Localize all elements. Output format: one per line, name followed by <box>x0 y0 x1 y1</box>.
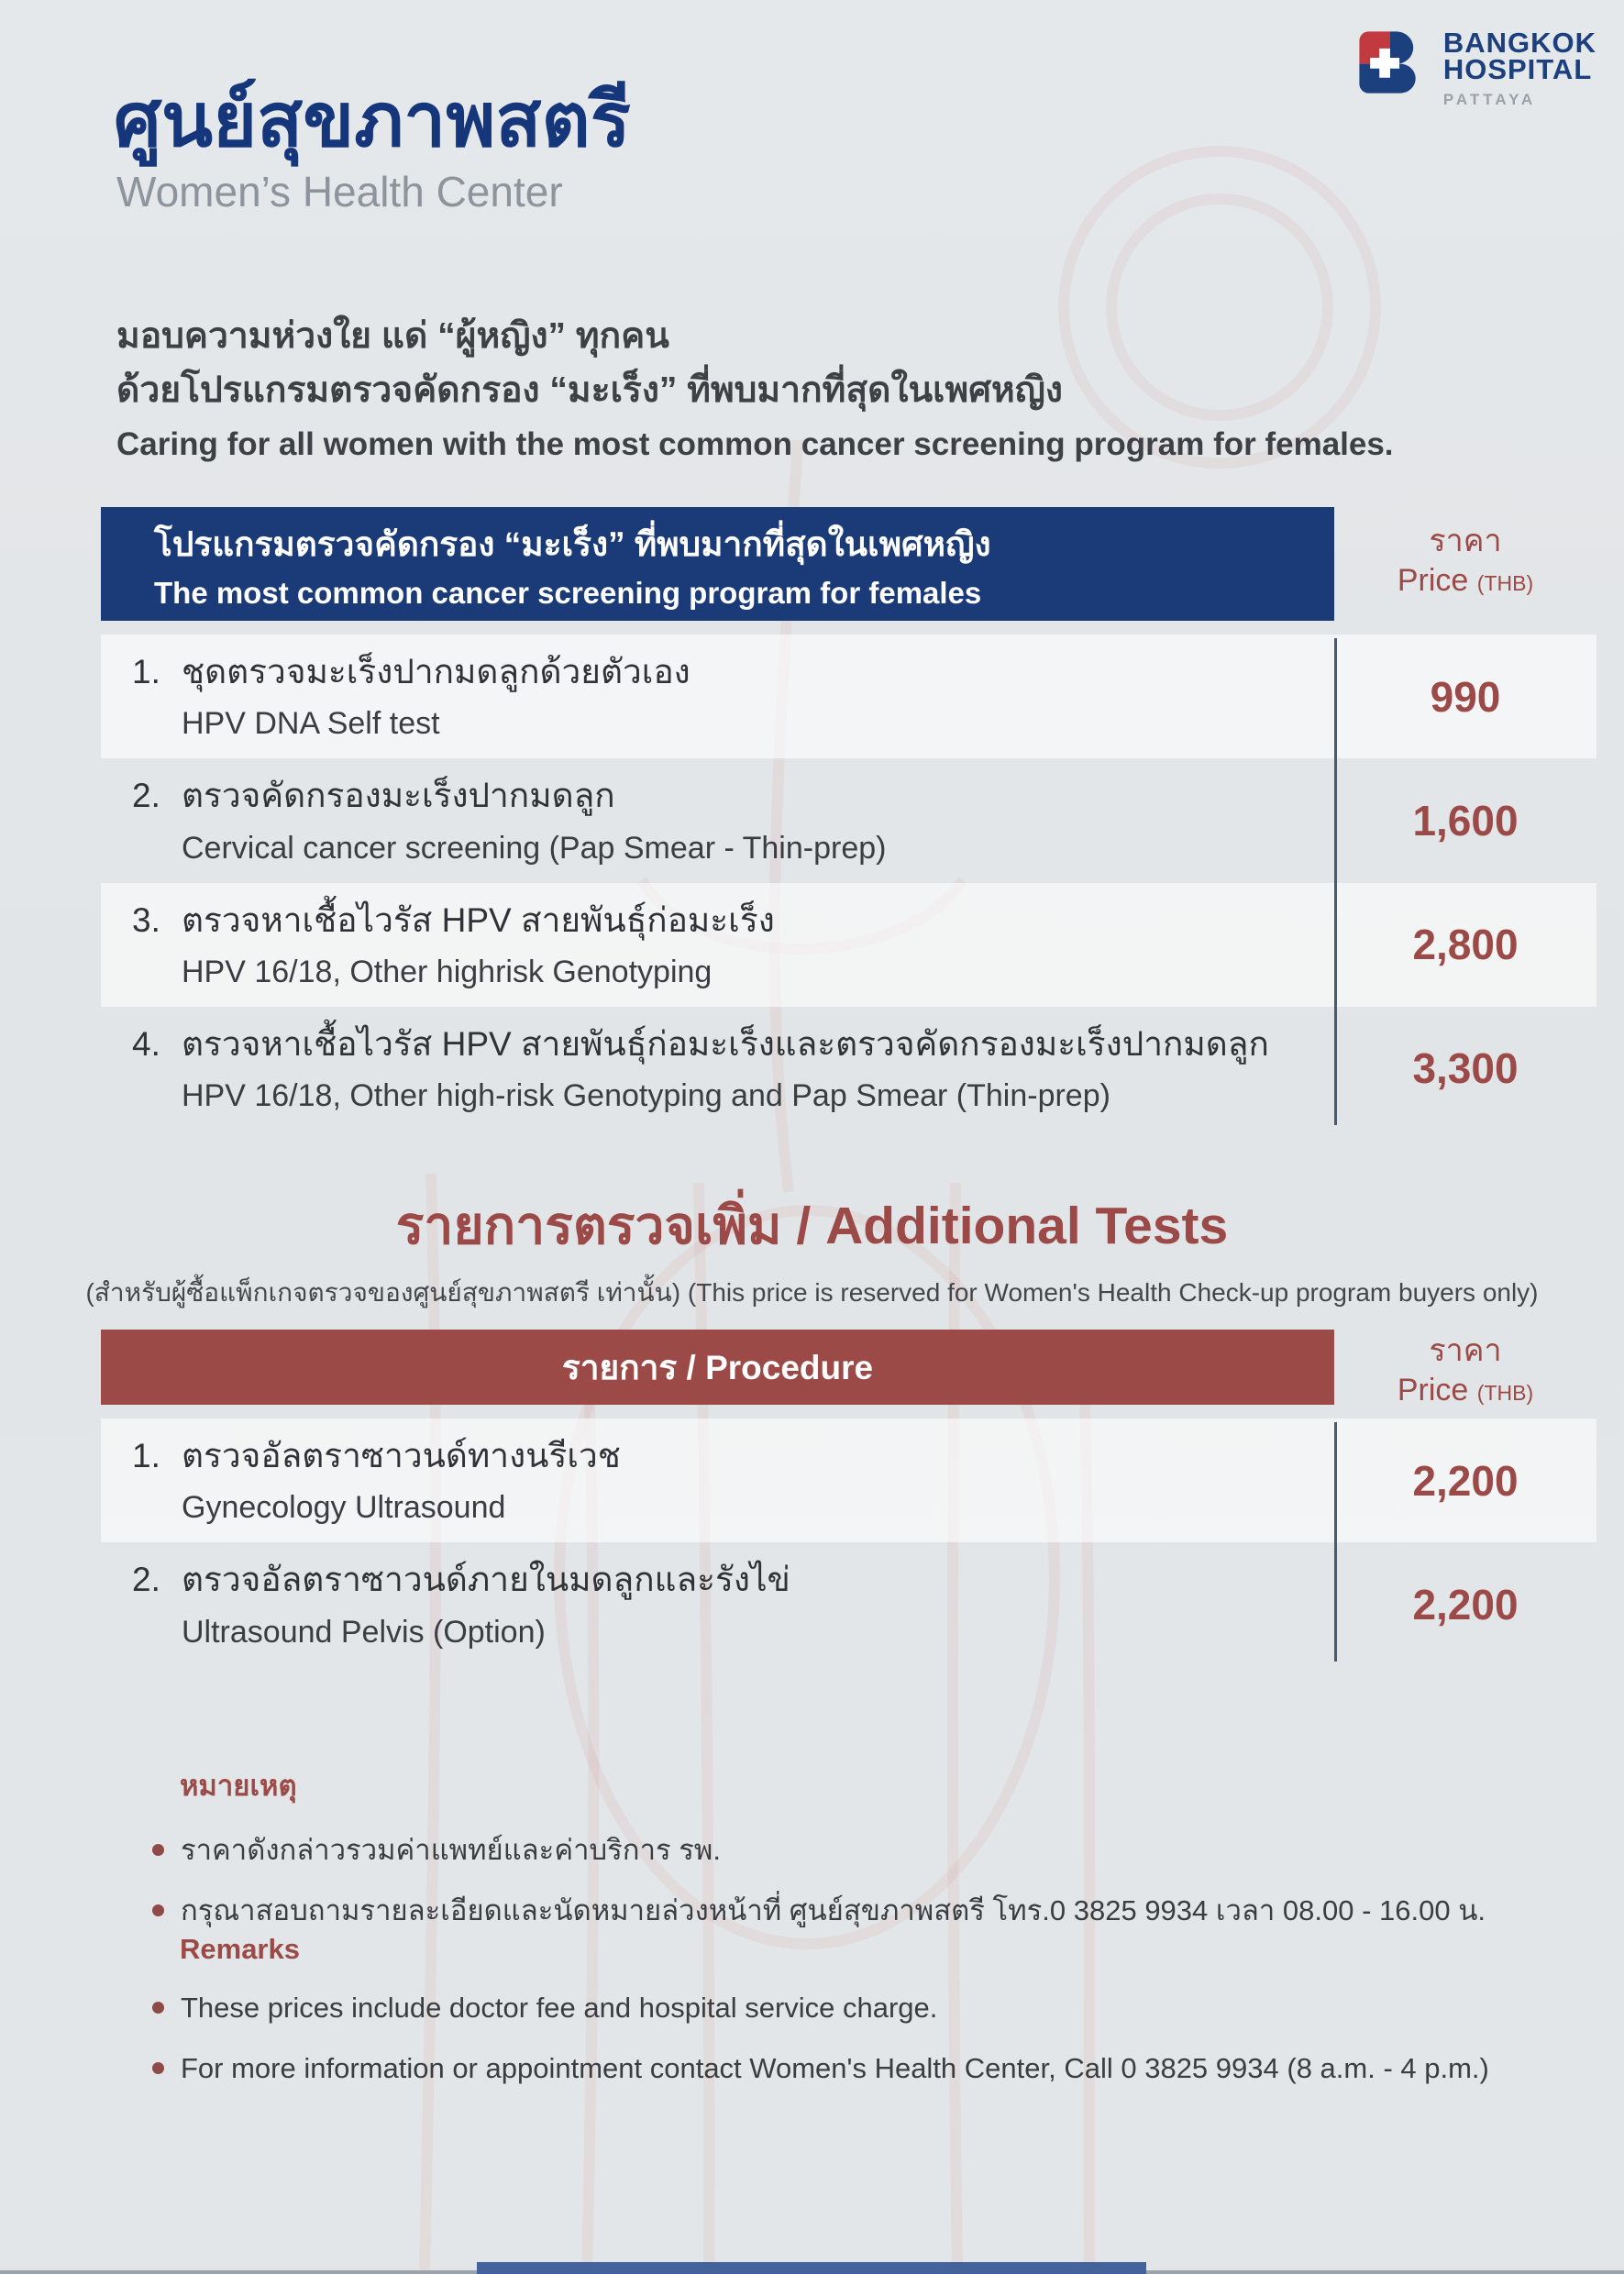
screening-price-column-header <box>1334 522 1596 600</box>
additional-table-rows <box>101 1418 1596 1667</box>
additional-header-label: รายการ / Procedure <box>561 1348 874 1386</box>
bangkok-hospital-logo-icon <box>1352 24 1429 101</box>
remarks-thai-title: หมายเหตุ <box>180 1770 297 1802</box>
bullet-dot <box>152 1844 164 1856</box>
row-title-thai: ตรวจอัลตราซาวนด์ภายในมดลูกและรังไข่ <box>182 1561 790 1599</box>
logo-subtitle: PATTAYA <box>1442 90 1537 108</box>
additional-table-header-bar <box>101 1330 1334 1405</box>
price-unit: (THB) <box>1476 570 1534 595</box>
remark-text: These prices include doctor fee and hospital service charge. <box>181 1992 938 2024</box>
remark-item <box>138 1832 1513 1869</box>
logo-name-line1: BANGKOK <box>1442 27 1596 59</box>
row-number: 1. <box>132 1437 160 1474</box>
row-title-english: Ultrasound Pelvis (Option) <box>182 1614 546 1650</box>
screening-table-header-bar <box>101 507 1334 621</box>
row-title-english: Cervical cancer screening (Pap Smear - Thin-prep) <box>182 830 887 866</box>
price-header-english: Price (THB) <box>1397 562 1534 598</box>
remarks-english-title: Remarks <box>180 1933 300 1965</box>
price-header-thai: ราคา <box>1429 524 1502 558</box>
page-title-thai: ศูนย์สุขภาพสตรี <box>114 79 631 162</box>
price-column-divider <box>1334 1422 1337 1661</box>
remarks-thai-section <box>138 1762 1513 1930</box>
intro-line1-thai: มอบความห่วงใย แด่ “ผู้หญิง” ทุกคน <box>116 316 669 356</box>
row-description <box>101 1007 1334 1131</box>
table-row <box>101 1542 1596 1666</box>
price-header-thai: ราคา <box>1429 1333 1502 1368</box>
additional-price-column-header <box>1334 1331 1596 1409</box>
remark-text: For more information or appointment contact Women's Health Center, Call 0 3825 9934 (8 a.m. - 4 p.m.) <box>181 2052 1489 2085</box>
row-title-english: Gynecology Ultrasound <box>182 1490 506 1526</box>
row-price: 3,300 <box>1412 1044 1519 1093</box>
price-column-divider <box>1334 638 1337 1125</box>
row-description <box>101 883 1334 1007</box>
row-title-thai: ชุดตรวจมะเร็งปากมดลูกด้วยตัวเอง <box>182 653 690 690</box>
row-price: 1,600 <box>1412 796 1519 844</box>
row-number: 3. <box>132 900 160 939</box>
remark-item <box>138 1893 1513 1929</box>
price-header-english: Price (THB) <box>1397 1372 1534 1407</box>
row-title-english: HPV 16/18, Other high-risk Genotyping and Pap Smear (Thin-prep) <box>182 1078 1110 1113</box>
row-number: 4. <box>132 1024 160 1063</box>
remarks-thai-list <box>138 1832 1513 1930</box>
remarks-english-section <box>138 1933 1513 2088</box>
row-description <box>101 1542 1334 1666</box>
row-price: 2,800 <box>1412 921 1519 969</box>
row-price: 990 <box>1430 672 1501 721</box>
bullet-dot <box>152 2062 164 2074</box>
screening-header-english: The most common cancer screening program for females <box>154 576 982 610</box>
table-row <box>101 1007 1596 1131</box>
row-number: 1. <box>132 653 160 690</box>
table-row <box>101 883 1596 1007</box>
remark-item <box>138 2050 1513 2087</box>
row-title-thai: ตรวจคัดกรองมะเร็งปากมดลูก <box>182 777 615 815</box>
bullet-dot <box>152 1904 164 1916</box>
row-description <box>101 1418 1334 1542</box>
bullet-dot <box>152 2002 164 2014</box>
row-number: 2. <box>132 777 160 815</box>
row-title-thai: ตรวจอัลตราซาวนด์ทางนรีเวช <box>182 1437 621 1474</box>
row-title-english: HPV DNA Self test <box>182 706 440 742</box>
screening-program-table <box>101 507 1596 1131</box>
logo-wordmark <box>1443 24 1596 107</box>
intro-line2-thai: ด้วยโปรแกรมตรวจคัดกรอง “มะเร็ง” ที่พบมากที่สุดในเพศหญิง <box>116 370 1063 410</box>
remarks-english-list <box>138 1990 1513 2088</box>
remark-text: กรุณาสอบถามรายละเอียดและนัดหมายล่วงหน้าที่ ศูนย์สุขภาพสตรี โทร.0 3825 9934 เวลา 08.00 - 16.00 น. <box>181 1894 1486 1927</box>
remark-text: ราคาดังกล่าวรวมค่าแพทย์และค่าบริการ รพ. <box>181 1834 721 1866</box>
table-row <box>101 1418 1596 1542</box>
intro-paragraph <box>116 310 1394 463</box>
additional-tests-table <box>101 1330 1596 1667</box>
additional-tests-subtitle: (สำหรับผู้ซื้อแพ็กเกจตรวจของศูนย์สุขภาพสตรี เท่านั้น) (This price is reserved for Women's Health Check-up program buyers only) <box>85 1278 1539 1307</box>
screening-table-rows <box>101 635 1596 1131</box>
row-description <box>101 758 1334 882</box>
row-number: 2. <box>132 1561 160 1599</box>
price-unit: (THB) <box>1476 1380 1534 1405</box>
bottom-blue-bar <box>477 2262 1146 2274</box>
row-title-thai: ตรวจหาเชื้อไวรัส HPV สายพันธุ์ก่อมะเร็งและตรวจคัดกรองมะเร็งปากมดลูก <box>182 1024 1269 1063</box>
screening-header-thai: โปรแกรมตรวจคัดกรอง “มะเร็ง” ที่พบมากที่สุดในเพศหญิง <box>154 525 991 563</box>
row-description <box>101 635 1334 758</box>
additional-tests-title: รายการตรวจเพิ่ม / Additional Tests <box>395 1197 1229 1255</box>
page-title-english: Women’s Health Center <box>116 168 563 215</box>
row-price: 2,200 <box>1412 1456 1519 1505</box>
remark-item <box>138 1990 1513 2026</box>
table-row <box>101 758 1596 882</box>
row-price: 2,200 <box>1412 1580 1519 1628</box>
row-title-english: HPV 16/18, Other highrisk Genotyping <box>182 954 713 989</box>
row-title-thai: ตรวจหาเชื้อไวรัส HPV สายพันธุ์ก่อมะเร็ง <box>182 900 775 939</box>
hospital-logo <box>1352 24 1596 107</box>
table-row <box>101 635 1596 758</box>
intro-line3-english: Caring for all women with the most common cancer screening program for females. <box>116 426 1394 462</box>
logo-name-line2: HOSPITAL <box>1442 53 1593 86</box>
